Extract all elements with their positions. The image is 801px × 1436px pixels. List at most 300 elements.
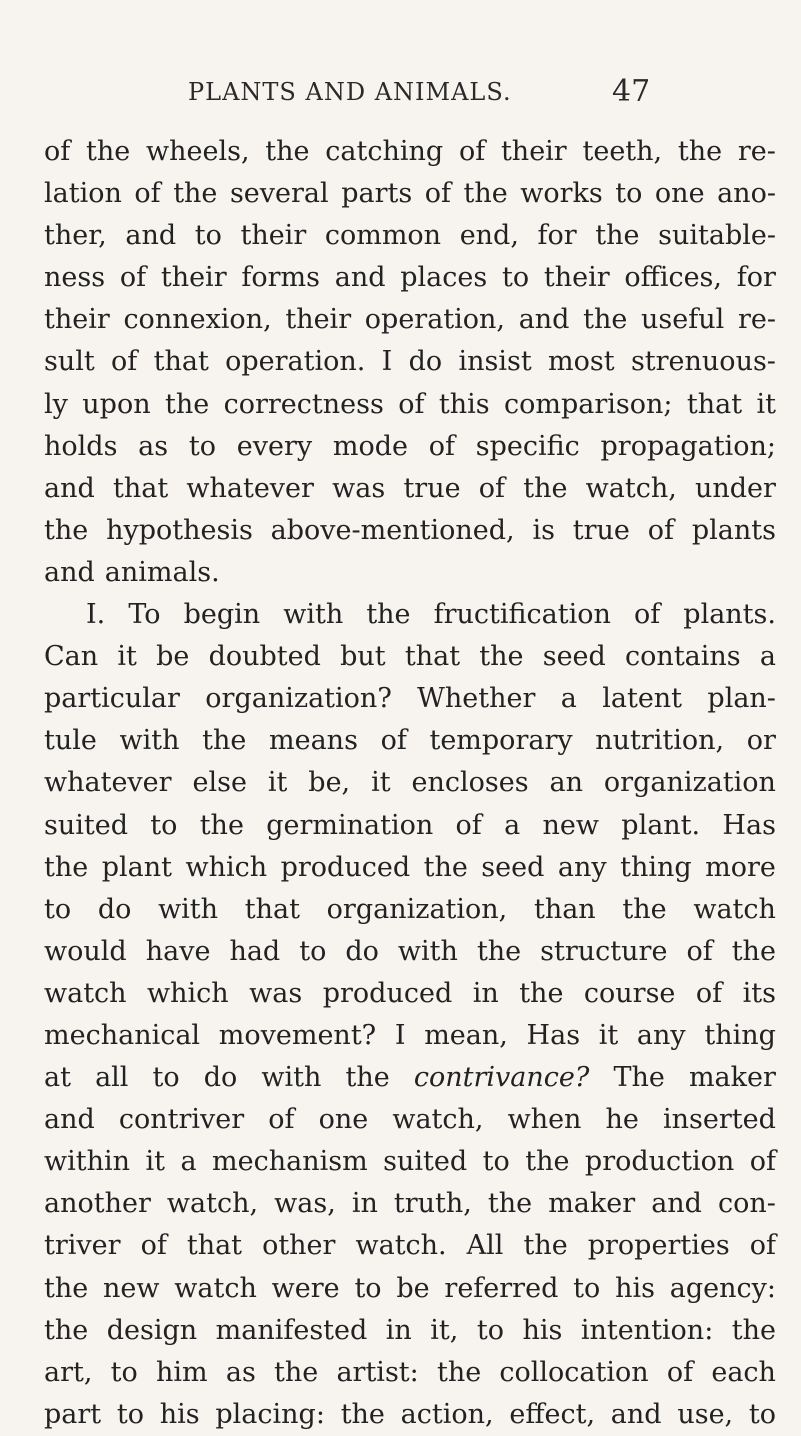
word: germination [266,809,434,841]
word: structure [540,935,668,967]
word: seed [481,851,545,883]
word: thing [704,1019,776,1051]
word: it [371,767,391,799]
word: it [756,388,776,420]
word: which [147,977,229,1009]
word: the [731,1314,776,1346]
word: of [111,346,138,378]
word: of [119,262,147,294]
word: and [334,262,386,294]
word: it, [430,1314,459,1346]
word: his [615,1272,655,1304]
word: each [711,1356,776,1388]
word: his [159,1398,200,1430]
word: upon [82,388,151,420]
word: the [199,809,244,841]
word: effect, [509,1398,596,1430]
word: watch, [392,1104,484,1136]
word: to [354,1272,382,1304]
word: the [525,1146,570,1178]
text-line [44,931,776,973]
word: of [44,136,71,167]
word: to [110,1356,138,1388]
word: this [438,388,490,420]
word: re- [737,136,776,167]
word: mode [332,430,408,462]
word: to [188,430,216,462]
word: watch, [585,472,677,504]
word: ther, [44,220,107,252]
word: new [542,809,599,841]
word: that [404,641,461,673]
word: produced [322,977,453,1009]
word: part [44,1398,102,1430]
word: to [150,809,178,841]
word: do [408,346,443,378]
word: other [262,1230,336,1262]
word: another [44,1188,151,1220]
text-line [44,973,776,1015]
word: the [463,178,508,210]
text-line [44,341,776,383]
word: suited [44,809,128,841]
word: strenuous- [630,346,776,378]
word: the [595,220,640,252]
word: produced [280,851,411,883]
text-line [44,805,776,847]
page-number: 47 [612,74,651,109]
word: operation, [364,304,506,336]
word: begin [183,599,261,631]
word: plant. [621,809,701,841]
word: plan- [707,683,776,715]
text-line [44,720,776,762]
word: any [636,1019,686,1051]
word: he [605,1104,639,1136]
text-line [44,847,776,889]
word: the [345,1062,390,1094]
word: the [487,1188,533,1220]
word: the [519,977,564,1009]
word: parts [341,178,413,210]
word: Can [44,641,99,673]
word: contrivance? [413,1062,590,1094]
text-line [44,678,776,720]
word: ano- [717,178,776,210]
word: common [324,220,442,252]
word: plants [691,514,776,546]
word: be, [308,767,351,799]
word: course [583,977,676,1009]
word: as [138,430,169,462]
text-line [44,1183,776,1225]
text-line [44,1352,776,1394]
word: that [244,893,300,925]
word: contriver [118,1104,245,1136]
word: was, [274,1188,336,1220]
word: it [117,641,137,673]
word: Whether [417,683,536,715]
word: the [44,1272,89,1304]
word: artist: [336,1356,419,1388]
text-line [44,1141,776,1183]
word: ly [44,388,68,420]
word: it [598,1019,619,1051]
word: to [615,178,643,210]
word: and [125,220,177,252]
word: do [97,893,132,925]
word: had [229,935,281,967]
word: its [742,977,776,1009]
word: were [271,1272,340,1304]
word: than [533,893,596,925]
word: their [543,262,610,294]
word: agency: [669,1272,776,1304]
word: action, [400,1398,494,1430]
word: wheels, [146,136,250,167]
word: under [695,472,776,504]
word: the [523,1230,568,1262]
word: a [504,809,521,841]
word: of [268,1104,295,1136]
word: to [502,262,530,294]
word: a [180,1146,197,1178]
word: their [44,304,110,336]
word: triver [44,1230,121,1262]
word: of [398,388,425,420]
word: that [153,346,209,378]
word: in [472,977,499,1009]
text-line [44,131,776,173]
text-line [44,510,776,552]
word: watch. [355,1230,447,1262]
word: be [396,1272,430,1304]
word: maker [548,1188,636,1220]
word: do [345,935,379,967]
word: production [584,1146,735,1178]
word: re- [737,304,776,336]
word: the [366,599,411,631]
word: above-mentioned, [270,514,515,546]
word: plant [101,851,172,883]
word: a [560,683,577,715]
word: lation [44,178,122,210]
word: when [507,1104,582,1136]
word: would [44,935,127,967]
word: their [500,136,567,167]
word: latent [602,683,683,715]
text-line [44,1394,776,1436]
word: ness [44,262,106,294]
word: watch [174,1272,257,1304]
word: maker [688,1062,776,1094]
word: tule [44,725,97,757]
word: placing: [215,1398,325,1430]
word: that [186,1230,243,1262]
word: the [622,893,667,925]
word: to [748,1398,776,1430]
text-line [44,552,776,594]
word: places [400,262,488,294]
word: new [103,1272,160,1304]
word: organization, [326,893,508,925]
word: and [44,472,95,504]
word: and [651,1188,702,1220]
word: and [610,1398,662,1430]
word: as [225,1356,256,1388]
word: the [202,725,247,757]
word: mean, [424,1019,508,1051]
word: hypothesis [106,514,253,546]
word: con- [718,1188,776,1220]
word: and [518,304,570,336]
word: of [647,514,674,546]
word: the [677,136,723,167]
word: insist [458,346,532,378]
word: of [686,935,713,967]
text-line [44,1015,776,1057]
word: particular [44,683,180,715]
word: the [476,935,522,967]
word: of [428,430,455,462]
word: The [613,1062,665,1094]
word: to [482,1146,510,1178]
word: teeth, [582,136,663,167]
word: but [340,641,386,673]
text-line [44,426,776,468]
word: of [749,1146,776,1178]
word: animals. [104,556,220,588]
word: the [731,935,776,967]
running-head: PLANTS AND ANIMALS. [188,78,512,106]
word: of [633,599,661,631]
word: with [261,1062,322,1094]
text-line [44,889,776,931]
word: an [549,767,583,799]
word: correctness [223,388,384,420]
word: to [194,220,222,252]
text-line [44,215,776,257]
word: comparison; [504,388,673,420]
word: of [455,809,482,841]
word: more [705,851,776,883]
word: one [318,1104,369,1136]
word: and [44,556,95,588]
word: referred [444,1272,559,1304]
text-line [44,636,776,678]
word: which [185,851,268,883]
word: watch, [166,1188,259,1220]
word: and [44,1104,95,1136]
word: to [44,893,72,925]
word: do [203,1062,238,1094]
text-line [44,1268,776,1310]
text-line [44,1099,776,1141]
word: encloses [411,767,529,799]
word: the [523,472,568,504]
word: fructification [433,599,611,631]
word: of [140,1230,167,1262]
word: of [380,725,407,757]
word: with [119,725,180,757]
word: of [478,472,506,504]
word: the [583,304,628,336]
word: of [424,178,451,210]
word: the [340,1398,385,1430]
word: collocation [499,1356,649,1388]
word: properties [587,1230,730,1262]
body-text [44,131,776,1436]
word: that [686,388,743,420]
word: intention: [580,1314,714,1346]
word: of [666,1356,694,1388]
word: for [537,220,577,252]
word: plants. [683,599,776,631]
word: or [746,725,776,757]
word: within [44,1146,131,1178]
word: I. [86,599,106,631]
text-line [44,762,776,804]
word: with [283,599,344,631]
word: with [158,893,219,925]
word: offices, [624,262,722,294]
word: movement? [218,1019,377,1051]
word: use, [677,1398,734,1430]
word: the [86,136,131,167]
word: of [134,178,161,210]
word: was [332,472,386,504]
word: of [458,136,486,167]
word: inserted [663,1104,776,1136]
word: catching [325,136,444,167]
word: the [436,1356,482,1388]
word: nutrition, [595,725,725,757]
word: suitable- [658,220,776,252]
word: mechanism [212,1146,368,1178]
word: organization [603,767,776,799]
word: To [128,599,161,631]
word: holds [44,430,118,462]
word: seed [542,641,606,673]
word: in [385,1314,412,1346]
word: I [394,1019,406,1051]
word: temporary [429,725,573,757]
word: specific [475,430,580,462]
word: I [381,346,393,378]
word: whatever [44,767,172,799]
word: watch [44,977,127,1009]
word: organization? [205,683,392,715]
word: a [759,641,776,673]
text-line [44,1225,776,1267]
word: one [654,178,705,210]
word: manifested [215,1314,368,1346]
word: to [152,1062,180,1094]
word: was [249,977,303,1009]
word: the [44,514,89,546]
word: the [44,1314,89,1346]
word: truth, [393,1188,472,1220]
word: every [236,430,313,462]
word: with [397,935,458,967]
word: any [557,851,607,883]
word: most [548,346,615,378]
word: Has [722,809,776,841]
text-line [44,468,776,510]
word: design [106,1314,198,1346]
word: true [572,514,630,546]
text-line [44,257,776,299]
word: connexion, [123,304,272,336]
word: to [116,1398,144,1430]
word: art, [44,1356,93,1388]
word: means [269,725,358,757]
word: at [44,1062,71,1094]
word: him [155,1356,208,1388]
word: have [145,935,211,967]
word: Has [526,1019,581,1051]
word: the [165,388,210,420]
word: suited [383,1146,468,1178]
word: be [156,641,190,673]
word: contains [625,641,741,673]
text-line [44,1310,776,1352]
word: else [192,767,247,799]
word: it [267,767,288,799]
word: their [285,304,352,336]
word: of [695,977,723,1009]
word: doubted [208,641,321,673]
word: whatever [186,472,314,504]
word: their [240,220,307,252]
word: the [274,1356,319,1388]
word: operation. [225,346,366,378]
word: several [229,178,329,210]
word: of [749,1230,776,1262]
text-line [44,1057,776,1099]
word: the [44,851,89,883]
word: propagation; [600,430,776,462]
text-line [44,299,776,341]
word: to [573,1272,601,1304]
word: works [520,178,603,210]
word: his [522,1314,563,1346]
word: to [476,1314,504,1346]
text-line [44,173,776,215]
word: useful [641,304,725,336]
word: for [736,262,776,294]
word: the [173,178,218,210]
word: true [403,472,461,504]
word: watch [693,893,776,925]
word: thing [620,851,692,883]
word: All [466,1230,504,1262]
word: the [265,136,310,167]
word: in [351,1188,378,1220]
word: that [112,472,169,504]
word: it [145,1146,165,1178]
text-line [44,594,776,636]
word: the [479,641,524,673]
word: forms [241,262,320,294]
word: their [160,262,227,294]
word: to [299,935,327,967]
text-line [44,384,776,426]
word: end, [459,220,519,252]
word: the [423,851,468,883]
word: is [532,514,555,546]
word: sult [44,346,95,378]
